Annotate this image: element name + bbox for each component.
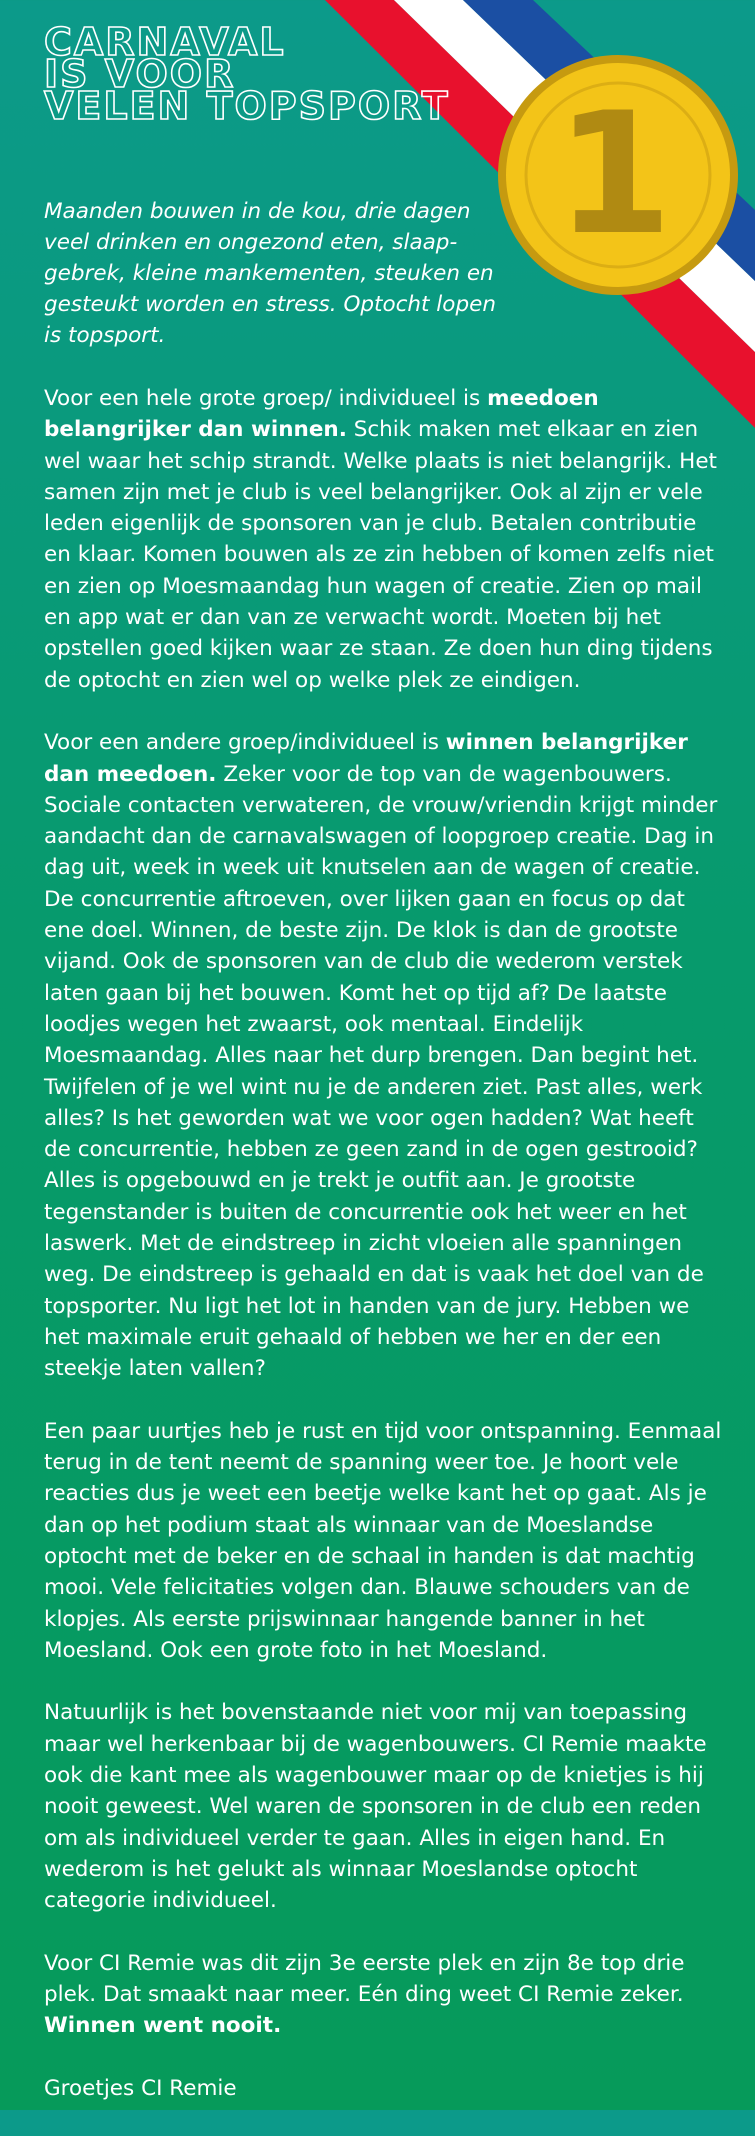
signoff: Groetjes CI Remie [44, 2076, 237, 2102]
paragraph-3: Een paar uurtjes heb je rust en tijd voor ontspanning. Eenmaal terug in de tent neemt de spanning weer toe. Je hoort vele reacties dus je weet een beetje welke kant het op gaat. Als je dan op het podium staat als winnaar van de Moeslandse optocht met de beker en de schaal in handen is dat machtig mooi. Vele felicitaties volgen dan. Blauwe schouders van de klopjes. Als eerste prijswinnaar hangende banner in het Moesland. Ook een grote foto in het Moesland. [44, 1418, 722, 1663]
paragraph-1 [44, 383, 724, 696]
p1-bold: meedoen belangrijker dan winnen. [44, 386, 599, 443]
p1-rest: Schik maken met elkaar en zien wel waar het schip strandt. Welke plaats is niet belangrijk. Het samen zijn met je club is veel belangrijker. Ook al zijn er vele leden eigenlijk de sponsoren van je club. Betalen contributie en klaar. Komen bouwen als ze zin hebben of komen zelfs niet en zien op Moesmaandag hun wagen of creatie. Zien op mail en app wat er dan van ze verwacht wordt. Moeten bij het opstellen goed kijken waar ze staan. Ze doen hun ding tijdens de optocht en zien wel op welke plek ze eindigen. [44, 417, 717, 693]
intro-paragraph: Maanden bouwen in de kou, drie dagen veel drinken en ongezond eten, slaap-gebrek, kleine mankementen, steuken en gesteukt worden en stress. Optocht lopen is topsport. [44, 199, 496, 348]
p5-bold: Winnen went nooit. [44, 2013, 282, 2039]
article-body [44, 383, 724, 2136]
page-title [44, 20, 450, 128]
p2-bold: winnen belangrijker dan meedoen. [44, 730, 688, 787]
paragraph-2 [44, 727, 724, 1384]
paragraph-4: Natuurlijk is het bovenstaande niet voor mij van toepassing maar wel herkenbaar bij de wagenbouwers. CI Remie maakte ook die kant mee als wagenbouwer maar op de knietjes is hij nooit geweest. Wel waren de sponsoren in de club een reden om als individueel verder te gaan. Alles in eigen hand. En wederom is het gelukt als winnaar Moeslandse optocht categorie individueel. [44, 1700, 707, 1914]
medal-icon [498, 55, 738, 295]
p2-lead: Voor een andere groep/individueel is [44, 730, 446, 756]
title-line-1: CARNAVAL [44, 20, 286, 64]
title-line-2: IS VOOR [44, 52, 236, 96]
p1-lead: Voor een hele grote groep/ individueel is [44, 386, 488, 411]
p2-rest: Zeker voor de top van de wagenbouwers. Sociale contacten verwateren, de vrouw/vriendin krijgt minder aandacht dan de carnavalswagen of loopgroep creatie. Dag in dag uit, week in week uit knutselen aan de wagen of creatie. De concurrentie aftroeven, over lijken gaan en focus op dat ene doel. Winnen, de beste zijn. De klok is dan de grootste vijand. Ook de sponsoren van de club die wederom verstek laten gaan bij het bouwen. Komt het op tijd af? De laatste loodjes wegen het zwaarst, ook mentaal. Eindelijk Moesmaandag. Alles naar het durp brengen. Dan begint het. Twijfelen of je wel wint nu je de anderen ziet. Past alles, werk alles? Is het geworden wat we voor ogen hadden? Wat heeft de concurrentie, hebben ze geen zand in de ogen gestrooid? Alles is opgebouwd en je trekt je outfit aan. Je grootste tegenstander is buiten de concurrentie ook het weer en het laswerk. Met de eindstreep in zicht vloeien alle spanningen weg. De eindstreep is gehaald en dat is vaak het doel van de topsporter. Nu ligt het lot in handen van de jury. Hebben we het maximale eruit gehaald of hebben we her en der een steekje laten vallen? [44, 761, 718, 1382]
title-line-3: VELEN TOPSPORT [44, 84, 450, 128]
medal-number: 1 [555, 76, 673, 272]
p5-text: Voor CI Remie was dit zijn 3e eerste plek en zijn 8e top drie plek. Dat smaakt naar meer. Eén ding weet CI Remie zeker. [44, 1950, 685, 2008]
paragraph-5 [44, 1948, 724, 2042]
